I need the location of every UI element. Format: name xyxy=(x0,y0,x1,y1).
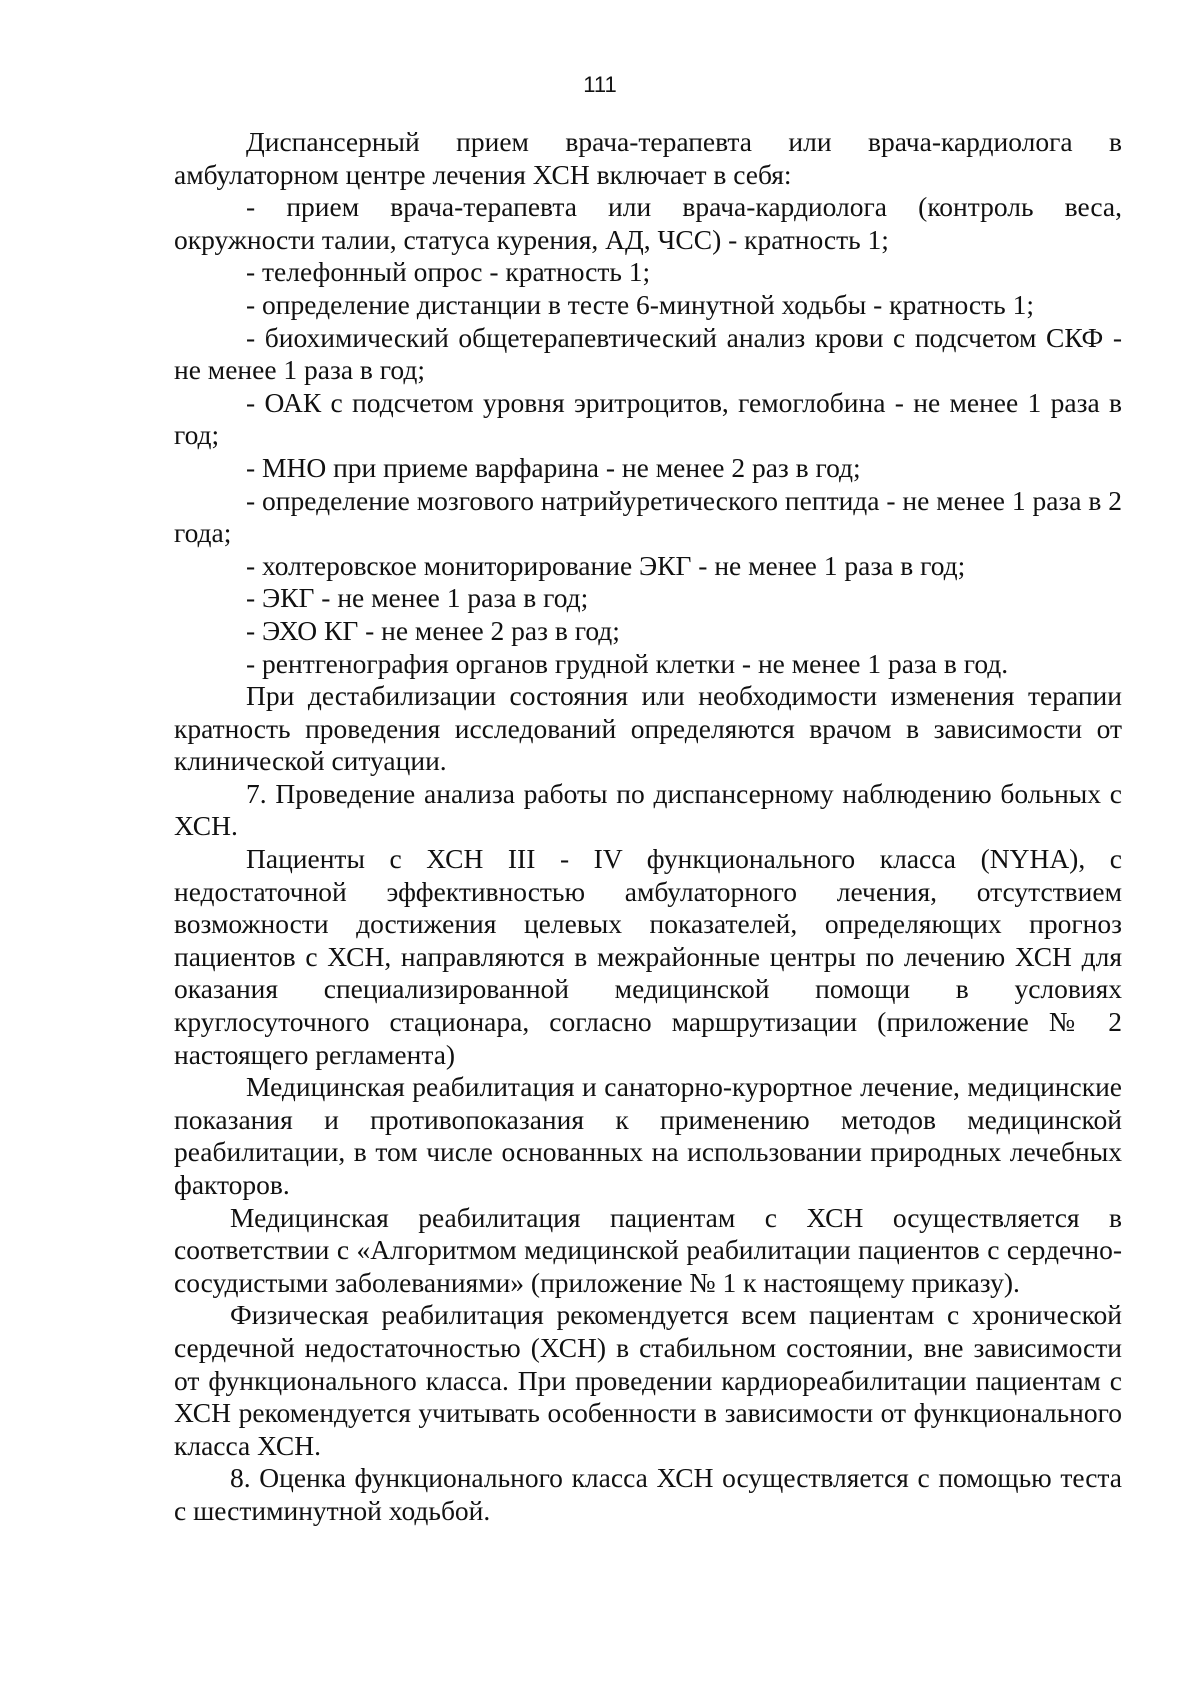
list-item: - ЭКГ - не менее 1 раза в год; xyxy=(246,582,589,614)
paragraph: Физическая реабилитация рекомендуется всем пациентам с хронической сердечной недостаточностью (ХСН) в стабильном состоянии, вне зависимости от функционального класса. При проведении кардиореабилитации пациентам с ХСН рекомендуется учитывать особенности в зависимости от функционального класса ХСН. xyxy=(174,1299,1122,1461)
section-heading: 7. Проведение анализа работы по диспансерному наблюдению больных с ХСН. xyxy=(174,777,1122,842)
list-item: - определение мозгового натрийуретического пептида - не менее 1 раза в 2 года; xyxy=(174,484,1122,549)
list-item: - прием врача-терапевта или врача-кардиолога (контроль веса, окружности талии, статуса курения, АД, ЧСС) - кратность 1; xyxy=(174,191,1122,255)
list-item: - ОАК с подсчетом уровня эритроцитов, гемоглобина - не менее 1 раза в год; xyxy=(174,386,1122,451)
list-item: - определение дистанции в тесте 6-минутной ходьбы - кратность 1; xyxy=(246,288,1034,320)
section-heading: 8. Оценка функционального класса ХСН осуществляется с помощью теста с шестиминутной ходьбой. xyxy=(174,1462,1122,1526)
paragraph: Медицинская реабилитация и санаторно-курортное лечение, медицинские показания и противопоказания к применению методов медицинской реабилитации, в том числе основанных на использовании природных лечебных факторов. xyxy=(174,1071,1122,1200)
paragraph: При дестабилизации состояния или необходимости изменения терапии кратность проведения исследований определяются врачом в зависимости от клинической ситуации. xyxy=(174,680,1122,777)
list-item: - ЭХО КГ - не менее 2 раз в год; xyxy=(246,614,620,646)
paragraph: Медицинская реабилитация пациентам с ХСН осуществляется в соответствии с «Алгоритмом медицинской реабилитации пациентов с сердечно-сосудистыми заболеваниями» (приложение № 1 к настоящему приказу). xyxy=(174,1201,1122,1298)
page-number: 111 xyxy=(583,72,617,97)
list-item: - телефонный опрос - кратность 1; xyxy=(246,256,651,288)
list-item: - рентгенография органов грудной клетки - не менее 1 раза в год. xyxy=(246,647,1009,679)
page-body xyxy=(174,126,1122,1528)
list-item: - холтеровское мониторирование ЭКГ - не менее 1 раза в год; xyxy=(246,549,966,581)
list-item: - биохимический общетерапевтический анализ крови с подсчетом СКФ - не менее 1 раза в год; xyxy=(174,321,1122,386)
paragraph: Диспансерный прием врача-терапевта или врача-кардиолога в амбулаторном центре лечения ХСН включает в себя: xyxy=(174,126,1122,190)
paragraph: Пациенты с ХСН III - IV функционального класса (NYHA), с недостаточной эффективностью амбулаторного лечения, отсутствием возможности достижения целевых показателей, определяющих прогноз пациентов с ХСН, направляются в межрайонные центры по лечению ХСН для оказания специализированной медицинской помощи в условиях круглосуточного стационара, согласно маршрутизации (приложение № 2 настоящего регламента) xyxy=(174,843,1122,1070)
list-item: - МНО при приеме варфарина - не менее 2 раз в год; xyxy=(246,451,861,483)
